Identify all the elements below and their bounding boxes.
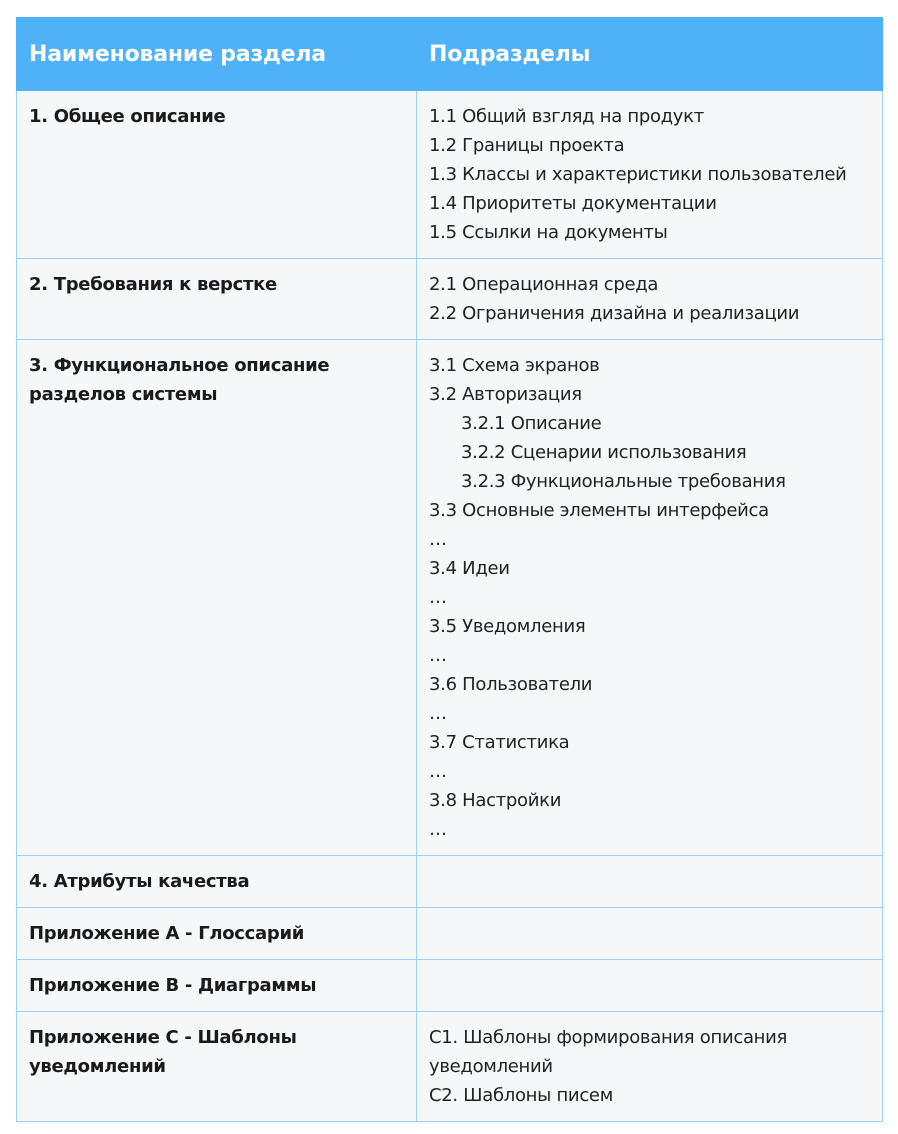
section-name-cell: 4. Атрибуты качества xyxy=(17,856,417,908)
section-name-cell: Приложение А - Глоссарий xyxy=(17,908,417,960)
table-row xyxy=(17,91,883,259)
table-row xyxy=(17,908,883,960)
table-row xyxy=(17,856,883,908)
subsections-cell xyxy=(417,908,883,960)
table-row xyxy=(17,340,883,856)
subsections-cell xyxy=(417,960,883,1012)
subsection-item: С1. Шаблоны формирования описания уведомлений xyxy=(429,1027,788,1077)
subsection-item: 1.1 Общий взгляд на продукт xyxy=(429,106,704,127)
section-name-cell: 2. Требования к верстке xyxy=(17,259,417,340)
header-section-name: Наименование раздела xyxy=(17,18,417,91)
table-row xyxy=(17,259,883,340)
header-subsections: Подразделы xyxy=(417,18,883,91)
subsections-cell xyxy=(417,1012,883,1122)
subsections-cell xyxy=(417,259,883,340)
section-name-cell: Приложение С - Шаблоны уведомлений xyxy=(17,1012,417,1122)
table-header-row xyxy=(17,18,883,91)
subsection-item: 3.1 Схема экранов xyxy=(429,355,600,376)
subsection-item: 3.2.2 Сценарии использования xyxy=(461,442,747,463)
section-name-cell: Приложение B - Диаграммы xyxy=(17,960,417,1012)
subsection-item: 3.7 Статистика xyxy=(429,732,570,753)
subsection-item: … xyxy=(429,703,447,724)
subsection-item: 3.3 Основные элементы интерфейса xyxy=(429,500,769,521)
subsection-item: 3.5 Уведомления xyxy=(429,616,586,637)
subsection-item: 2.1 Операционная среда xyxy=(429,274,659,295)
subsection-item: С2. Шаблоны писем xyxy=(429,1085,613,1106)
subsection-item: 1.3 Классы и характеристики пользователей xyxy=(429,164,847,185)
subsection-item: … xyxy=(429,819,447,840)
subsection-item: … xyxy=(429,761,447,782)
subsection-item: … xyxy=(429,645,447,666)
subsection-item: 3.8 Настройки xyxy=(429,790,562,811)
subsections-cell xyxy=(417,91,883,259)
subsections-cell xyxy=(417,340,883,856)
subsection-item: 3.4 Идеи xyxy=(429,558,510,579)
subsections-cell xyxy=(417,856,883,908)
subsection-item: 1.5 Ссылки на документы xyxy=(429,222,668,243)
subsection-item: 3.6 Пользователи xyxy=(429,674,593,695)
subsection-item: 3.2.3 Функциональные требования xyxy=(461,471,786,492)
section-name-cell: 3. Функциональное описание разделов системы xyxy=(17,340,417,856)
subsection-item: 3.2 Авторизация xyxy=(429,384,582,405)
subsection-item: 1.4 Приоритеты документации xyxy=(429,193,717,214)
subsection-item: … xyxy=(429,529,447,550)
table-row xyxy=(17,960,883,1012)
subsection-item: 2.2 Ограничения дизайна и реализации xyxy=(429,303,800,324)
table-row xyxy=(17,1012,883,1122)
subsection-item: 1.2 Границы проекта xyxy=(429,135,625,156)
section-name-cell: 1. Общее описание xyxy=(17,91,417,259)
subsection-item: … xyxy=(429,587,447,608)
document-structure-table xyxy=(16,17,883,1122)
subsection-item: 3.2.1 Описание xyxy=(461,413,602,434)
